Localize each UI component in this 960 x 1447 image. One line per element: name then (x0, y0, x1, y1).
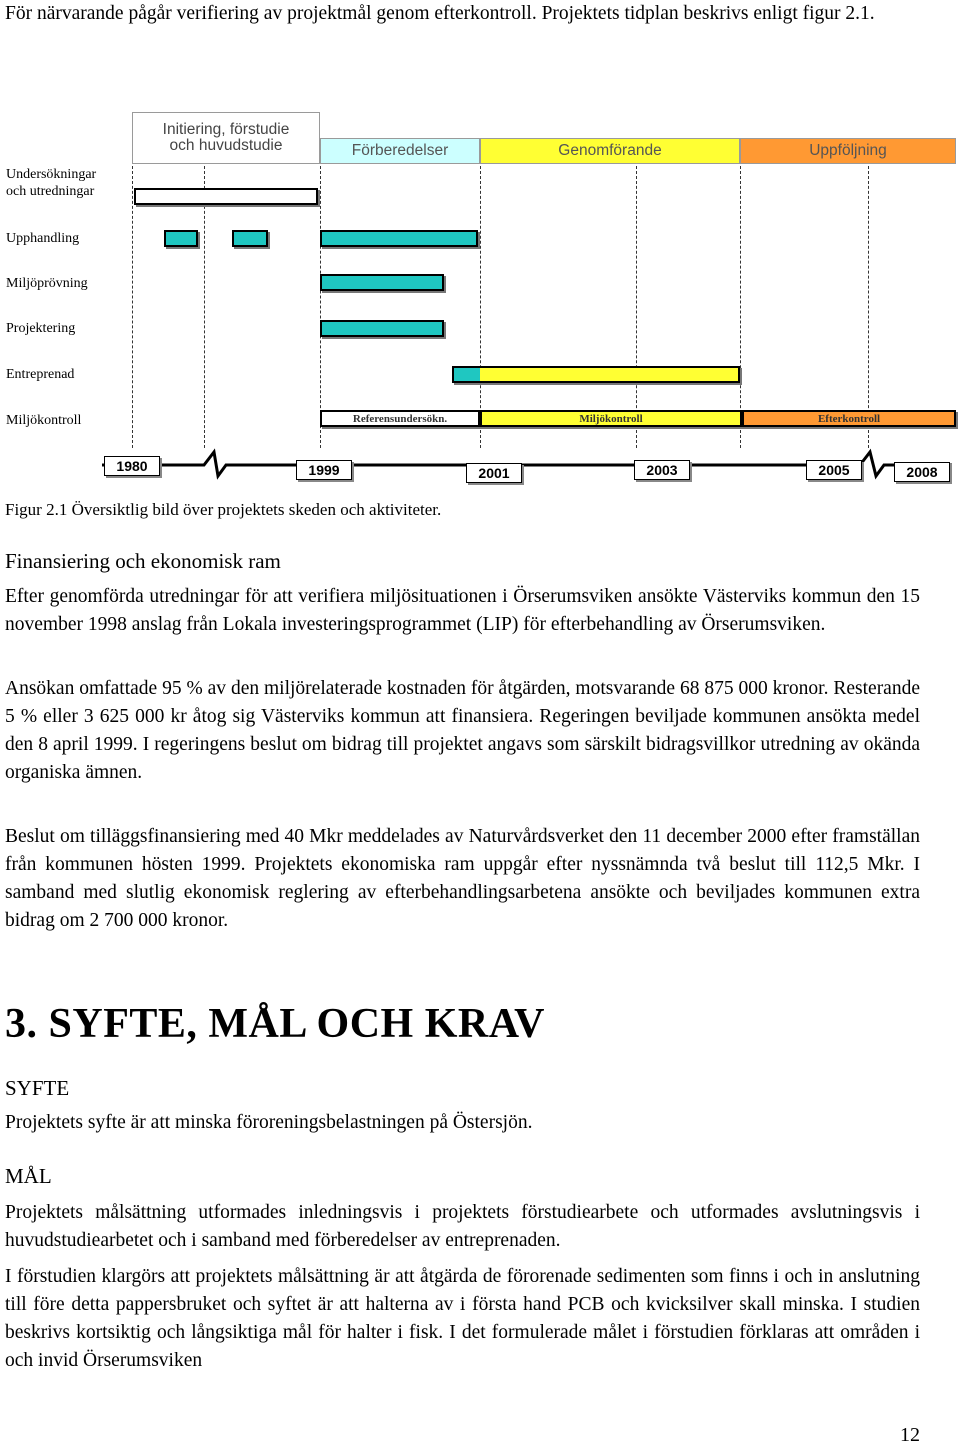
timeline-divider (636, 166, 637, 448)
bar-entreprenad-start (452, 366, 480, 383)
year-label-2008: 2008 (894, 462, 950, 482)
bar-entreprenad (480, 366, 740, 383)
year-label-2003: 2003 (634, 460, 690, 480)
figure-caption: Figur 2.1 Översiktlig bild över projektets skeden och aktiviteter. (5, 500, 442, 519)
bar-label-miljokontroll: Miljökontroll (579, 412, 643, 425)
row-label-undersokningar (6, 166, 96, 200)
row-label-entreprenad: Entreprenad (6, 367, 75, 382)
page-number: 12 (900, 1424, 920, 1446)
intro-paragraph: För närvarande pågår verifiering av projektmål genom efterkontroll. Projektets tidplan beskrivs enligt figur 2.1. (5, 3, 875, 24)
timeline-divider (740, 166, 741, 448)
timeline-divider (868, 166, 869, 448)
phase-initiering-line1: Initiering, förstudie (162, 121, 290, 138)
schedule-gantt-chart (0, 108, 960, 493)
bar-upphandling-2 (232, 230, 268, 247)
phase-genomforande: Genomförande (480, 138, 740, 164)
phase-forberedelser: Förberedelser (320, 138, 480, 164)
paragraph: Projektets målsättning utformades inledningsvis i projektets förstudiearbete och utformades avslutningsvis i huvudstudiearbetet och i samband med förberedelser av entreprenaden. (5, 1202, 920, 1251)
section-heading-finansiering: Finansiering och ekonomisk ram (5, 549, 281, 573)
subheading-syfte: SYFTE (5, 1076, 70, 1100)
phase-initiering (132, 112, 320, 164)
bar-upphandling-1 (164, 230, 198, 247)
bar-undersokningar (134, 188, 318, 205)
paragraph: Efter genomförda utredningar för att verifiera miljösituationen i Örserumsviken ansökte Västerviks kommun den 15 november 1998 anslag från Lokala investeringsprogrammet (LIP) för efterbehandling av Örserumsviken. (5, 586, 920, 635)
bar-label-referensundersokning: Referensundersökn. (352, 412, 448, 425)
row-label-projektering: Projektering (6, 321, 76, 336)
timeline-divider (480, 166, 481, 448)
bar-label-efterkontroll: Efterkontroll (817, 412, 881, 425)
row-label-miljokontroll: Miljökontroll (6, 413, 82, 428)
bar-miljoprovning (320, 274, 444, 291)
paragraph: I förstudien klargörs att projektets målsättning är att åtgärda de förorenade sedimenten som finns i och in anslutning till före detta pappersbruket och syftet är att halterna av i första hand PCB och kvicksilver skall minska. I studien beskrivs kortsiktig och långsiktiga mål för halter i fisk. I det formulerade målet i förstudien förklaras att områden i och invid Örserumsviken (5, 1266, 920, 1371)
year-label-2001: 2001 (466, 463, 522, 483)
row-label-undersokningar-line2: och utredningar (6, 184, 95, 199)
row-label-undersokningar-line1: Undersökningar (6, 167, 97, 182)
timeline-divider (132, 166, 133, 448)
row-label-miljoprovning: Miljöprövning (6, 276, 88, 291)
bar-upphandling-3 (320, 230, 478, 247)
paragraph: Beslut om tilläggsfinansiering med 40 Mkr meddelades av Naturvårdsverket den 11 december 2000 efter framställan från kommunen hösten 1999. Projektets ekonomiska ram uppgår efter nyssnämnda två beslut till 112,5 Mkr. I samband med slutlig ekonomisk reglering av efterbehandlingsarbetena ansökte och beviljades kommunen extra bidrag om 2 700 000 kronor. (5, 826, 920, 931)
phase-uppfoljning: Uppföljning (740, 138, 956, 164)
paragraph: Ansökan omfattade 95 % av den miljörelaterade kostnaden för åtgärden, motsvarande 68 875 000 kronor. Resterande 5 % eller 3 625 000 kr åtog sig Västerviks kommun att finansiera. Regeringen beviljade kommunen ansökta medel den 8 april 1999. I regeringens beslut om bidrag till projektet angavs som särskilt bidragsvillkor utredning av okända organiska ämnen. (5, 678, 920, 783)
timeline-divider (320, 166, 321, 448)
timeline-divider (204, 166, 205, 448)
subheading-mal: MÅL (5, 1164, 52, 1188)
paragraph: Projektets syfte är att minska föroreningsbelastningen på Östersjön. (5, 1112, 533, 1133)
bar-projektering (320, 320, 444, 337)
year-label-1980: 1980 (104, 456, 160, 476)
phase-initiering-line2: och huvudstudie (169, 137, 283, 154)
chapter-heading: 3. SYFTE, MÅL OCH KRAV (5, 1001, 545, 1047)
year-label-1999: 1999 (296, 460, 352, 480)
row-label-upphandling: Upphandling (6, 231, 80, 246)
year-label-2005: 2005 (806, 460, 862, 480)
